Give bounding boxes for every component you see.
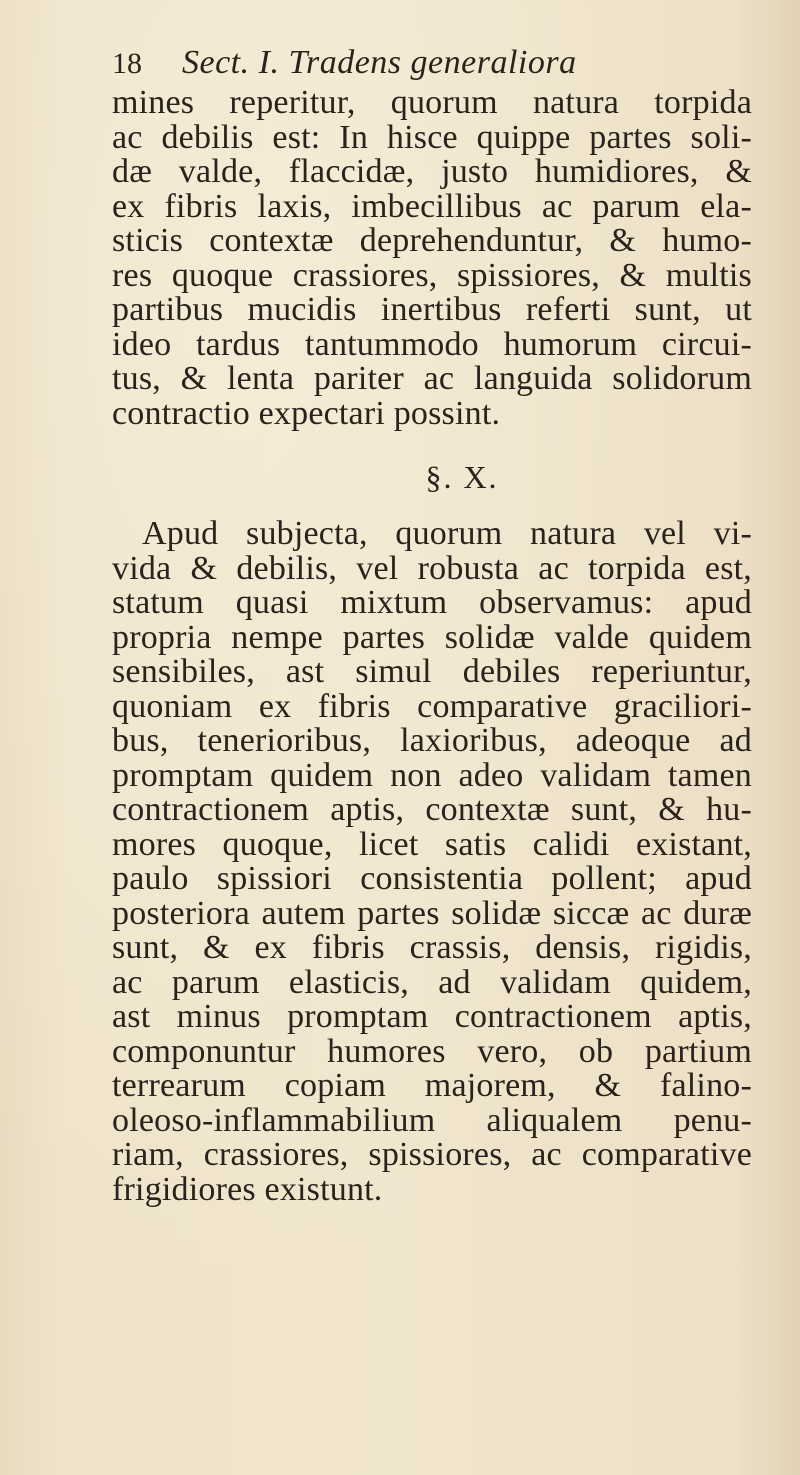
text-line: tus, & lenta pariter ac languida solidorum: [112, 360, 752, 397]
text-line: riam, crassiores, spissiores, ac comparative: [112, 1136, 752, 1173]
text-line: componuntur humores vero, ob partium: [112, 1032, 752, 1070]
text-line: contractionem aptis, contextæ sunt, & hu-: [112, 791, 752, 828]
text-line: contractio expectari possint.: [112, 394, 501, 432]
text-line: ex fibris laxis, imbecillibus ac parum ela-: [112, 187, 752, 225]
text-line: ast minus promptam contractionem aptis,: [112, 998, 752, 1035]
text-line: vida & debilis, vel robusta ac torpida est,: [112, 549, 752, 587]
text-line: statum quasi mixtum observamus: apud: [112, 584, 752, 621]
text-line: mores quoque, licet satis calidi existant,: [112, 825, 752, 863]
text-line: mines reperitur, quorum natura torpida: [112, 84, 752, 121]
text-line: ac parum elasticis, ad validam quidem,: [112, 963, 752, 1001]
text-line: oleoso-inflammabilium aliqualem penu-: [112, 1101, 752, 1139]
text-line: posteriora autem partes solidæ siccæ ac duræ: [112, 894, 752, 932]
text-line: partibus mucidis inertibus referti sunt, ut: [112, 291, 752, 328]
text-line: Apud subjecta, quorum natura vel vi-: [142, 515, 752, 552]
text-line: ac debilis est: In hisce quippe partes soli-: [112, 118, 752, 156]
running-head: Sect. I. Tradens generaliora: [182, 44, 577, 81]
text-line: dæ valde, flaccidæ, justo humidiores, &: [112, 153, 752, 190]
text-line: promptam quidem non adeo validam tamen: [112, 756, 752, 794]
text-line: quoniam ex fibris comparative graciliori-: [112, 687, 752, 725]
text-line: sunt, & ex fibris crassis, densis, rigidis,: [112, 929, 752, 966]
text-line: sticis contextæ deprehenduntur, & humo-: [112, 222, 752, 259]
text-line: propria nempe partes solidæ valde quidem: [112, 618, 752, 656]
text-block: [112, 40, 752, 1207]
page-header: [112, 40, 752, 86]
text-line: paulo spissiori consistentia pollent; apud: [112, 860, 752, 897]
text-line: sensibiles, ast simul debiles reperiuntur,: [112, 653, 752, 690]
text-line: ideo tardus tantummodo humorum circui-: [112, 325, 752, 363]
page-number: 18: [112, 47, 142, 80]
paragraph-1: [112, 86, 752, 431]
text-line: frigidiores existunt.: [112, 1170, 383, 1208]
paragraph-2: [112, 517, 752, 1207]
text-line: bus, tenerioribus, laxioribus, adeoque ad: [112, 722, 752, 759]
section-heading: §. X.: [425, 459, 499, 495]
text-line: terrearum copiam majorem, & falino-: [112, 1067, 752, 1104]
text-line: res quoque crassiores, spissiores, & multis: [112, 256, 752, 294]
